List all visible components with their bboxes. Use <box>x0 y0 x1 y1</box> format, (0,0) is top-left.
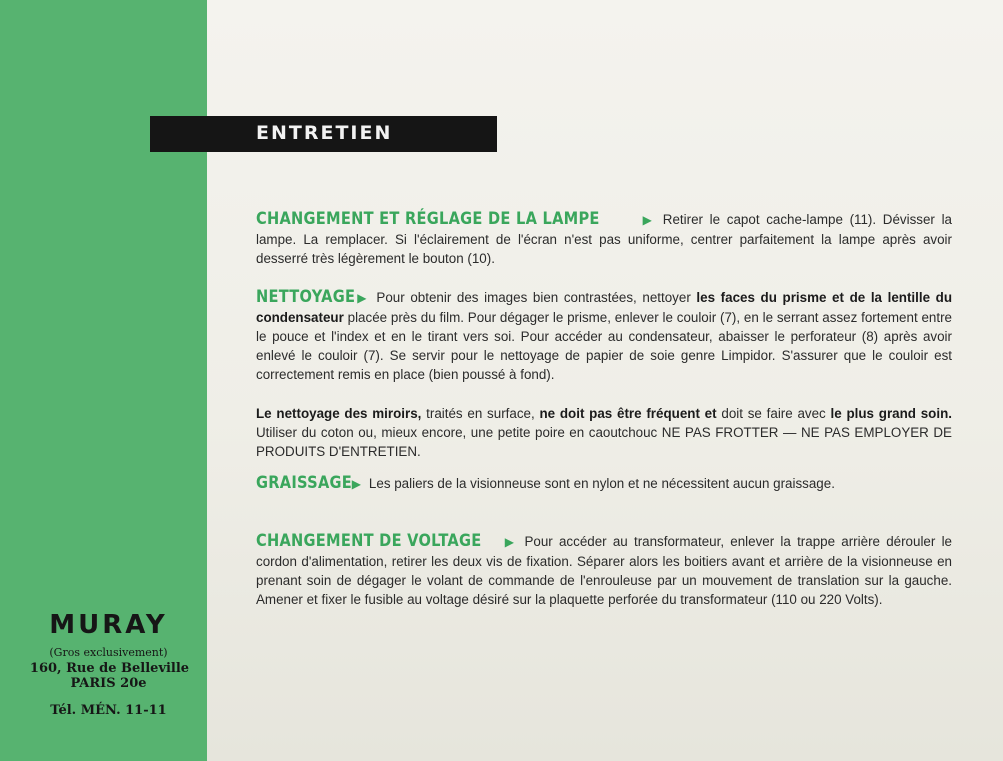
section-heading-cleaning: NETTOYAGE <box>256 287 356 307</box>
section-heading-voltage: CHANGEMENT DE VOLTAGE <box>256 531 482 551</box>
title-bar <box>150 116 497 152</box>
section-lamp <box>256 210 952 268</box>
section-heading-lamp: CHANGEMENT ET RÉGLAGE DE LA LAMPE <box>256 209 600 229</box>
mirrors-bold-c: le plus grand soin. <box>830 406 952 421</box>
brand-block <box>0 610 207 718</box>
section-text-greasing: Les paliers de la visionneuse sont en nylon et ne nécessitent aucun graissage. <box>368 476 835 491</box>
mirrors-text-c: Utiliser du coton ou, mieux encore, une petite poire en caoutchouc NE PAS FROTTER — NE PAS EMPLOYER DE PRODUITS D'ENTRETIEN. <box>256 425 952 459</box>
mirrors-text-b: doit se faire avec <box>721 406 826 421</box>
section-text-lamp: Retirer le capot cache-lampe (11). Dévisser la lampe. La remplacer. Si l'éclairement de l'écran n'est pas uniforme, centrer parfaitement la lampe après avoir desserré très légèrement le bouton (10). <box>256 212 952 266</box>
arrow-right-icon: ▶ <box>639 213 655 227</box>
arrow-right-icon: ▶ <box>502 535 517 549</box>
brand-phone: Tél. MÉN. 11-11 <box>50 703 167 718</box>
arrow-right-icon: ▶ <box>351 477 361 491</box>
brand-logo: MURAY <box>49 610 168 640</box>
cleaning-text-b: placée près du film. Pour dégager le prisme, enlever le couloir (7), en le serrant assez fortement entre le pouce et l'index et en le tirant vers soi. Pour accéder au condensateur, abaisser le perforateur (8) après avoir enlevé le couloir (7). Se servir pour le nettoyage de papier de soie genre Limpidor. S'assurer que le couloir est correctement remis en place (bien poussé à fond). <box>256 310 952 382</box>
brand-subtitle: (Gros exclusivement) <box>49 646 168 659</box>
section-heading-greasing: GRAISSAGE <box>256 473 353 493</box>
mirrors-text-a: traités en surface, <box>426 406 535 421</box>
section-voltage <box>256 532 952 609</box>
section-text-voltage: Pour accéder au transformateur, enlever la trappe arrière dérouler le cordon d'alimentation, retirer les deux vis de fixation. Séparer alors les boitiers avant et arrière de la visionneuse en prenant soin de dégager le volant de commande de l'enrouleuse par un mouvement de translation sur la gauche. Amener et fixer le fusible au voltage désiré sur la plaquette perforée du transformateur (110 ou 220 Volts). <box>256 534 952 607</box>
section-greasing <box>256 474 952 494</box>
cleaning-bold-a: les faces du prisme et de la lentille du condensateur <box>256 290 953 325</box>
section-cleaning-mirrors <box>256 404 952 461</box>
mirrors-bold-a: Le nettoyage des miroirs, <box>256 406 422 421</box>
section-cleaning <box>256 288 952 384</box>
brand-city: PARIS 20e <box>70 676 147 691</box>
brand-address: 160, Rue de Belleville <box>29 661 190 676</box>
page-title: ENTRETIEN <box>256 122 393 144</box>
mirrors-bold-b: ne doit pas être fréquent et <box>539 406 717 421</box>
cleaning-text-a: Pour obtenir des images bien contrastées, nettoyer <box>376 290 691 305</box>
arrow-right-icon: ▶ <box>355 291 369 305</box>
